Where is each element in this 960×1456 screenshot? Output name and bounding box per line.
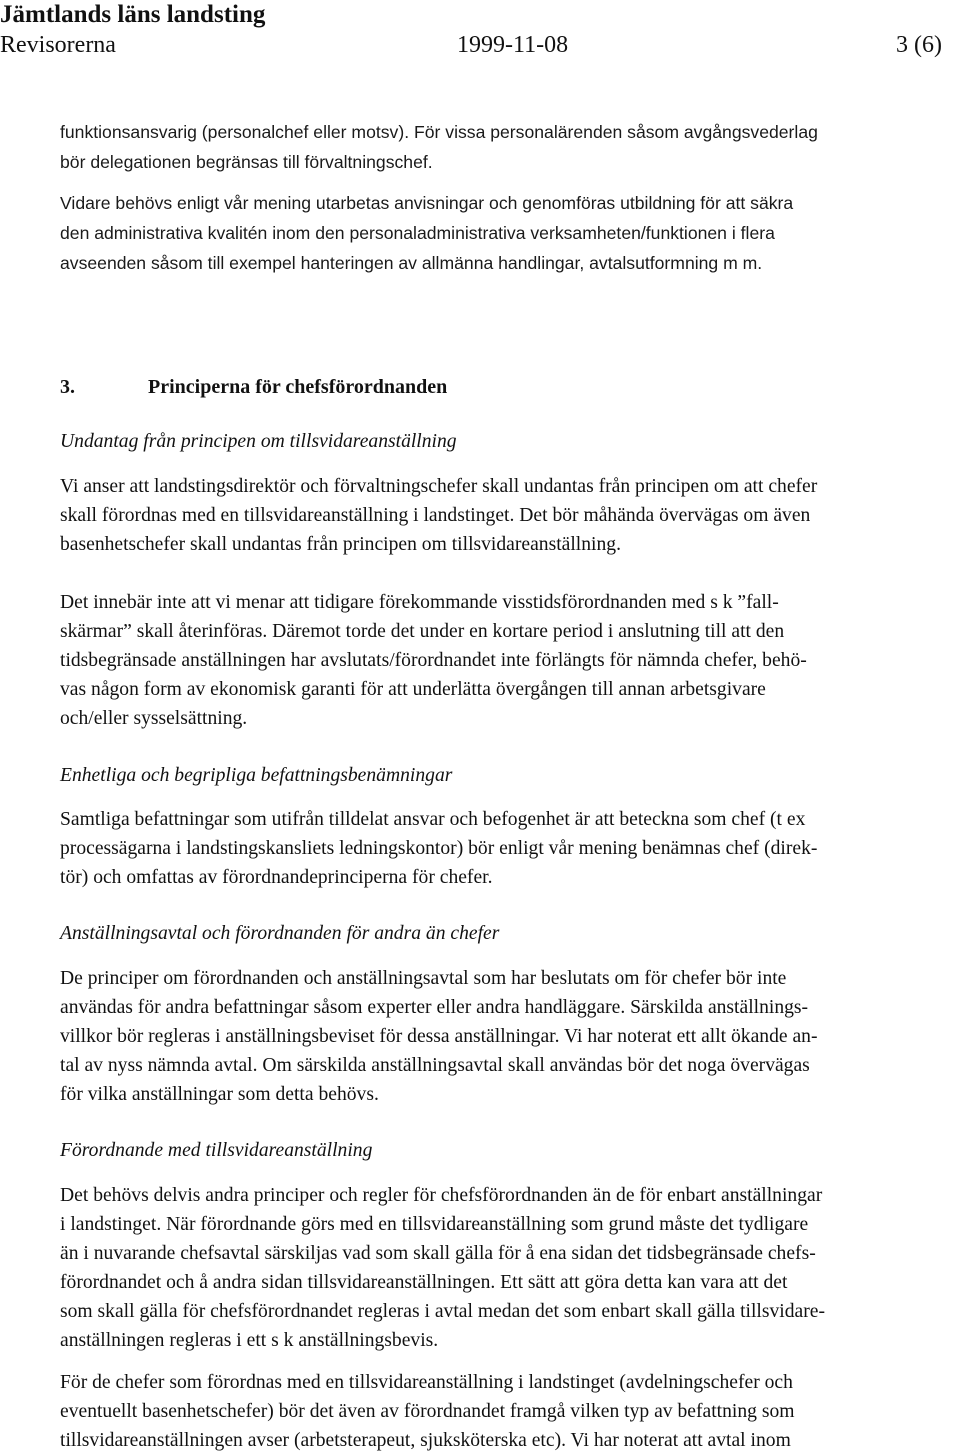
header-row xyxy=(0,30,942,60)
text-line: tal av nyss nämnda avtal. Om särskilda anställningsavtal skall användas bör det noga övervägas xyxy=(60,1055,810,1076)
section-title: Principerna för chefsförordnanden xyxy=(148,376,448,398)
page-number: 3 (6) xyxy=(896,32,942,58)
text-line: tör) och omfattas av förordnandeprinciperna för chefer. xyxy=(60,867,493,888)
text-line: funktionsansvarig (personalchef eller motsv). För vissa personalärenden såsom avgångsvederlag xyxy=(60,122,818,142)
paragraph xyxy=(60,1368,960,1455)
document-date: 1999-11-08 xyxy=(457,32,569,58)
subsection-heading: Undantag från principen om tillsvidareanställning xyxy=(60,431,457,452)
text-line: skärmar” skall återinföras. Däremot torde det under en kortare period i anslutning till att den xyxy=(60,621,785,642)
section-number: 3. xyxy=(60,376,75,398)
paragraph xyxy=(60,472,960,559)
text-line: Det behövs delvis andra principer och regler för chefsförordnanden än de för enbart anställningar xyxy=(60,1185,823,1206)
paragraph xyxy=(60,964,960,1109)
text-line: förordnandet och å andra sidan tillsvidareanställningen. Ett sätt att göra detta kan vara att det xyxy=(60,1272,788,1293)
text-line: och/eller sysselsättning. xyxy=(60,708,248,729)
text-line: den administrativa kvalitén inom den personaladministrativa verksamheten/funktionen i flera xyxy=(60,223,775,243)
text-line: För de chefer som förordnas med en tillsvidareanställning i landstinget (avdelningschefer och xyxy=(60,1372,793,1393)
organization-name: Jämtlands läns landsting xyxy=(0,1,266,28)
paragraph xyxy=(60,1181,960,1355)
text-line: anställningen regleras i ett s k anställningsbevis. xyxy=(60,1330,439,1351)
text-line: processägarna i landstingskansliets ledningskontor) bör enligt vår mening benämnas chef (direk- xyxy=(60,838,818,859)
text-line: tillsvidareanställningen avser (arbetsterapeut, sjuksköterska etc). Vi har noterat att avtal inom xyxy=(60,1430,791,1451)
text-line: basenhetschefer skall undantas från principen om tillsvidareanställning. xyxy=(60,534,621,555)
text-line: eventuellt basenhetschefer) bör det även av förordnandet framgå vilken typ av befattning som xyxy=(60,1401,795,1422)
text-line: Samtliga befattningar som utifrån tilldelat ansvar och befogenhet är att beteckna som chef (t ex xyxy=(60,809,806,830)
text-line: användas för andra befattningar såsom experter eller andra handläggare. Särskilda anställnings- xyxy=(60,997,809,1018)
text-line: för vilka anställningar som detta behövs. xyxy=(60,1084,379,1105)
department-name: Revisorerna xyxy=(0,32,116,58)
text-line: Vi anser att landstingsdirektör och förvaltningschefer skall undantas från principen om att chefer xyxy=(60,476,818,497)
subsection-heading: Enhetliga och begripliga befattningsbenämningar xyxy=(60,765,453,786)
subsection-heading: Förordnande med tillsvidareanställning xyxy=(60,1140,373,1161)
text-line: vas någon form av ekonomisk garanti för att underlätta övergången till annan arbetsgivare xyxy=(60,679,766,700)
intro-paragraph-1 xyxy=(60,117,950,177)
subsection-heading: Anställningsavtal och förordnanden för andra än chefer xyxy=(60,923,500,944)
text-line: De principer om förordnanden och anställningsavtal som har beslutats om för chefer bör inte xyxy=(60,968,787,989)
text-line: Det innebär inte att vi menar att tidigare förekommande visstidsförordnanden med s k ”fall- xyxy=(60,592,779,613)
text-line: som skall gälla för chefsförordnandet regleras i avtal medan det som enbart skall gälla tillsvidare- xyxy=(60,1301,825,1322)
text-line: villkor bör regleras i anställningsbeviset för dessa anställningar. Vi har noterat ett allt ökande an- xyxy=(60,1026,818,1047)
section-heading xyxy=(60,372,447,402)
text-line: skall förordnas med en tillsvidareanställning i landstinget. Det bör måhända övervägas om även xyxy=(60,505,811,526)
text-line: i landstinget. När förordnande görs med en tillsvidareanställning som grund måste det tydligare xyxy=(60,1214,809,1235)
text-line: bör delegationen begränsas till förvaltningschef. xyxy=(60,152,433,172)
text-line: tidsbegränsade anställningen har avslutats/förordnandet inte förlängts för nämnda chefer, behö- xyxy=(60,650,807,671)
paragraph xyxy=(60,805,960,892)
text-line: än i nuvarande chefsavtal särskiljas vad som skall gälla för å ena sidan det tidsbegränsade chefs- xyxy=(60,1243,816,1264)
text-line: Vidare behövs enligt vår mening utarbetas anvisningar och genomföras utbildning för att säkra xyxy=(60,193,794,213)
intro-paragraph-2 xyxy=(60,188,950,278)
paragraph xyxy=(60,588,960,733)
text-line: avseenden såsom till exempel hanteringen av allmänna handlingar, avtalsutformning m m. xyxy=(60,253,763,273)
